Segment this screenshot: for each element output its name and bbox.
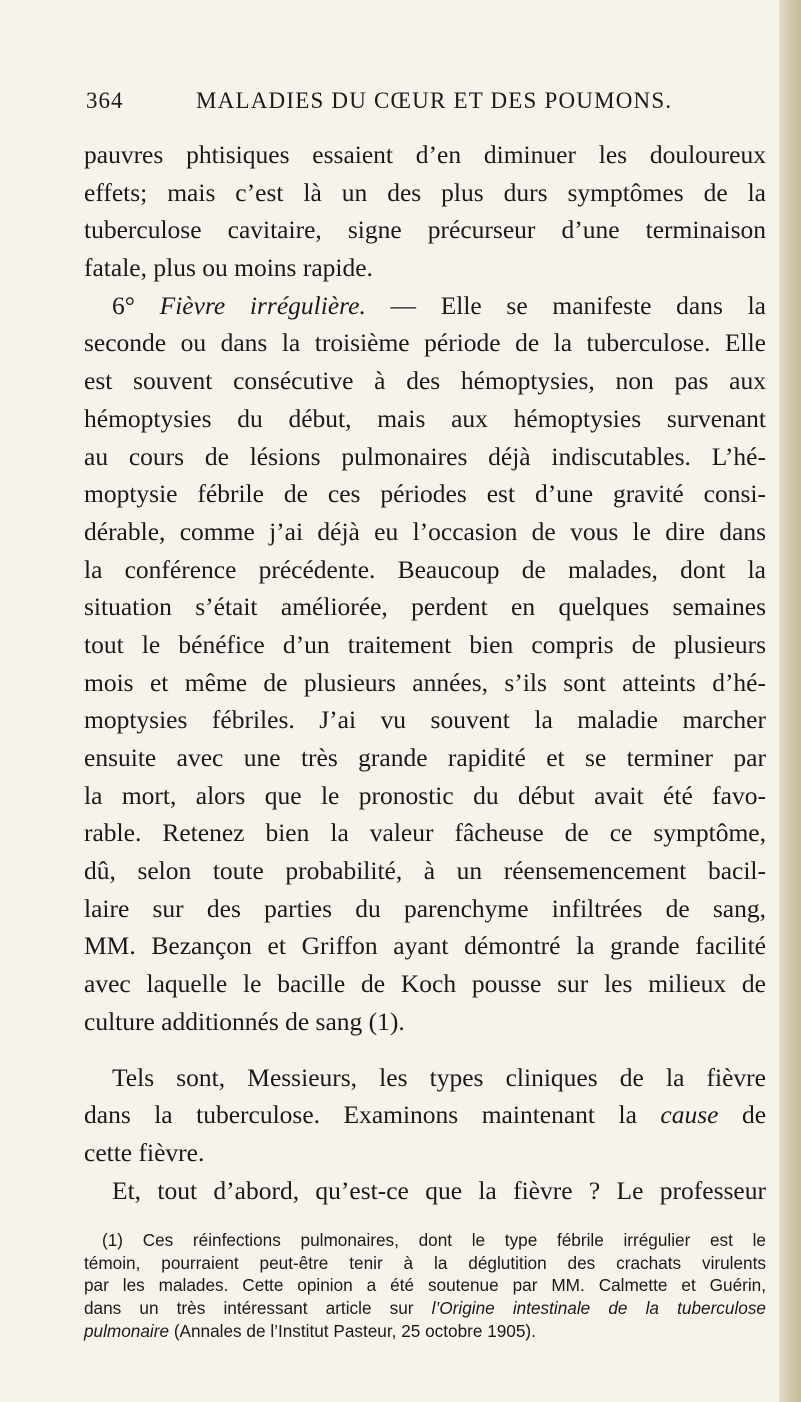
footnote bbox=[84, 1229, 766, 1342]
cited-article-title-end: pulmonaire bbox=[84, 1320, 170, 1341]
text-line: Tels sont, Messieurs, les types cliniques de la fièvre bbox=[112, 1062, 766, 1092]
book-page bbox=[84, 88, 766, 1342]
running-head bbox=[84, 88, 766, 122]
text-line: mois et même de plusieurs années, s’ils sont atteints d’hé- bbox=[84, 667, 766, 697]
section-heading-rest: — Elle se manifeste dans la bbox=[365, 290, 766, 320]
text-line: situation s’était améliorée, perdent en quelques semaines bbox=[84, 592, 766, 622]
text-line: laire sur des parties du parenchyme infiltrées de sang, bbox=[84, 893, 766, 923]
text-line: rable. Retenez bien la valeur fâcheuse de ce symptôme, bbox=[84, 818, 766, 848]
text-line: est souvent consécutive à des hémoptysies, non pas aux bbox=[84, 366, 766, 396]
footnote-line: (1) Ces réinfections pulmonaires, dont le type fébrile irrégulier est le bbox=[102, 1230, 766, 1251]
footnote-text: dans un très intéressant article sur bbox=[84, 1298, 414, 1319]
page-number: 364 bbox=[86, 88, 124, 113]
paragraph-gap bbox=[84, 1041, 766, 1059]
text-line: hémoptysies du début, mais aux hémoptysies survenant bbox=[84, 403, 766, 433]
text-line: dérable, comme j’ai déjà eu l’occasion de vous le dire dans bbox=[84, 516, 766, 546]
text-line: dû, selon toute probabilité, à un réensemencement bacil- bbox=[84, 856, 766, 886]
text-line: tuberculose cavitaire, signe précurseur d’une terminaison bbox=[84, 215, 766, 245]
text-line: moptysie fébrile de ces périodes est d’une gravité consi- bbox=[84, 479, 766, 509]
text-line: culture additionnés de sang (1). bbox=[84, 1006, 405, 1036]
text-line: pauvres phtisiques essaient d’en diminuer les douloureux bbox=[84, 140, 766, 169]
text-line: fatale, plus ou moins rapide. bbox=[84, 253, 373, 283]
cited-article-title: l’Origine intestinale de la tuberculose bbox=[431, 1298, 766, 1319]
text-line: Et, tout d’abord, qu’est-ce que la fièvre ? Le professeur bbox=[112, 1175, 766, 1205]
emphasized-word: cause bbox=[660, 1100, 719, 1130]
text-line: avec laquelle le bacille de Koch pousse sur les milieux de bbox=[84, 969, 766, 999]
footnote-line-with-title bbox=[84, 1320, 766, 1343]
text-line: cette fièvre. bbox=[84, 1137, 205, 1167]
text-line: MM. Bezançon et Griffon ayant démontré la grande facilité bbox=[84, 931, 766, 961]
text-line: au cours de lésions pulmonaires déjà indiscutables. L’hé- bbox=[84, 441, 766, 471]
text-line: tout le bénéfice d’un traitement bien compris de plusieurs bbox=[84, 629, 766, 659]
text-line-with-emphasis bbox=[84, 1096, 766, 1134]
body-text bbox=[84, 136, 766, 1209]
footnote-line: témoin, pourraient peut-être tenir à la déglutition des crachats virulents bbox=[84, 1252, 766, 1273]
text-line: la mort, alors que le pronostic du début avait été favo- bbox=[84, 780, 766, 810]
text-line: ensuite avec une très grande rapidité et se terminer par bbox=[84, 743, 766, 772]
footnote-citation: (Annales de l’Institut Pasteur, 25 octobre 1905). bbox=[173, 1320, 536, 1341]
text-line: moptysies fébriles. J’ai vu souvent la maladie marcher bbox=[84, 705, 766, 735]
text-line: la conférence précédente. Beaucoup de malades, dont la bbox=[84, 554, 766, 584]
text-segment: dans la tuberculose. Examinons maintenant la bbox=[84, 1100, 637, 1130]
footnote-line: par les malades. Cette opinion a été soutenue par MM. Calmette et Guérin, bbox=[84, 1275, 766, 1296]
text-line: effets; mais c’est là un des plus durs symptômes de la bbox=[84, 177, 766, 207]
footnote-line-with-title bbox=[84, 1297, 766, 1320]
section-heading-line bbox=[84, 287, 766, 325]
text-segment: de bbox=[741, 1100, 767, 1130]
page-edge-shadow bbox=[779, 0, 801, 1402]
header-title: MALADIES DU CŒUR ET DES POUMONS. bbox=[196, 88, 673, 113]
text-line: seconde ou dans la troisième période de la tuberculose. Elle bbox=[84, 328, 766, 358]
section-title: Fièvre irrégulière. bbox=[159, 290, 366, 320]
section-number: 6° bbox=[112, 290, 135, 320]
